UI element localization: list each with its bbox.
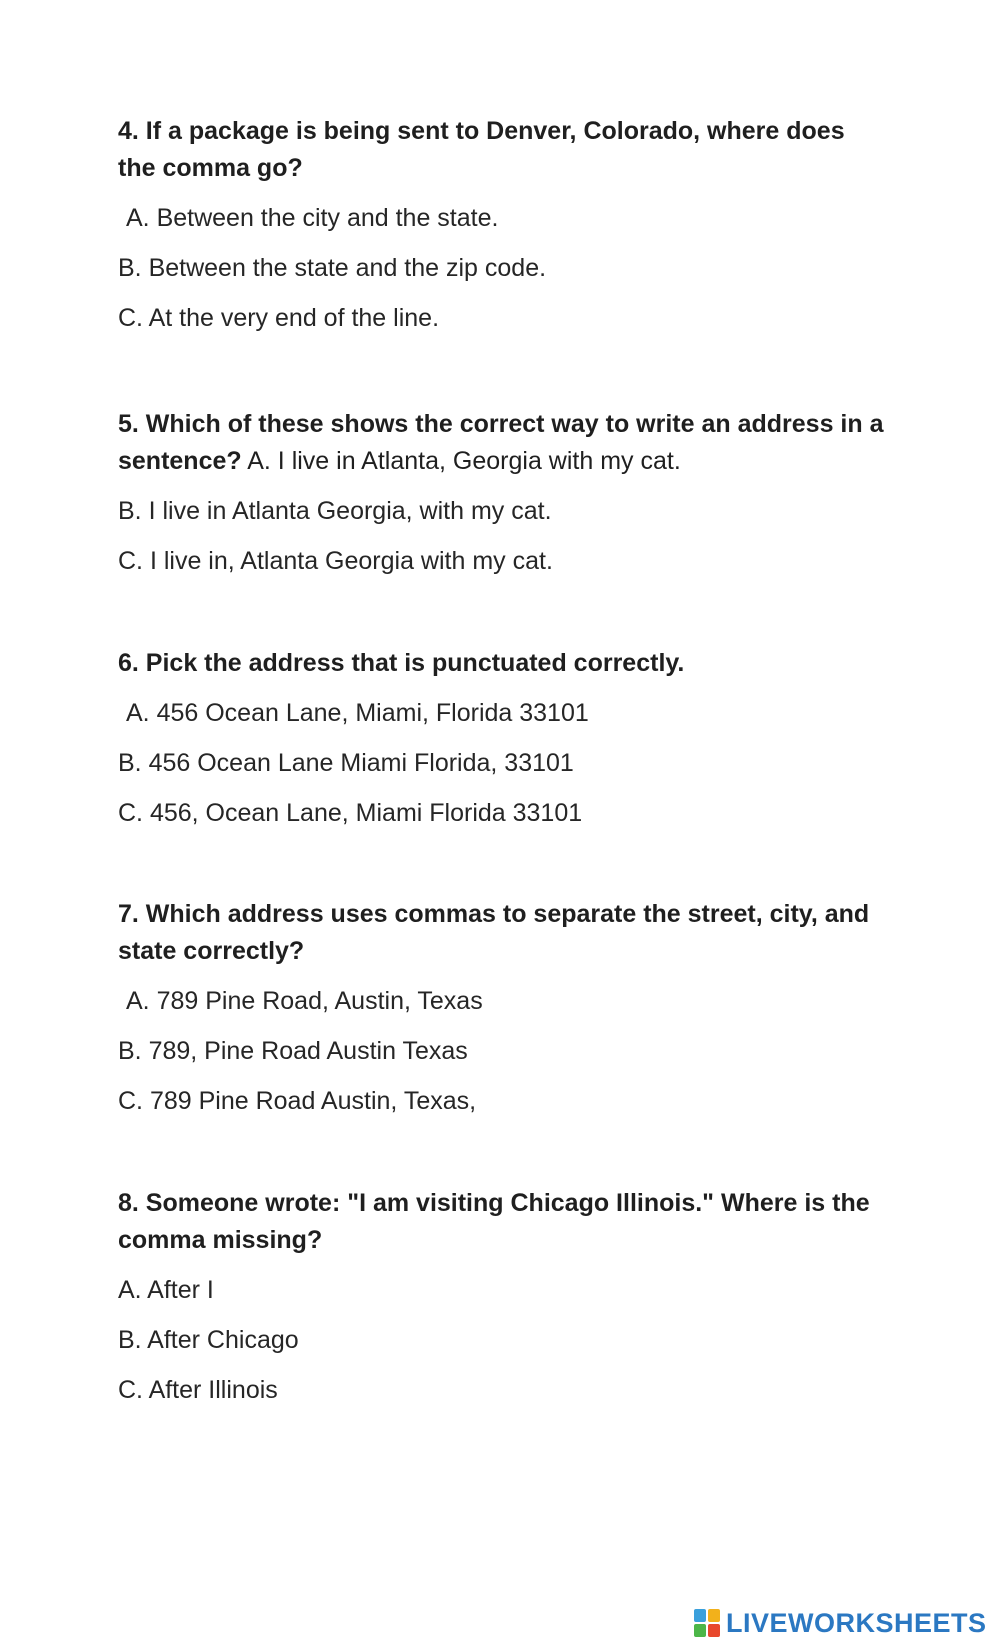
question-5-option-b: B. I live in Atlanta Georgia, with my cat. xyxy=(118,497,552,525)
liveworksheets-logo-icon xyxy=(694,1609,720,1637)
question-7-option-a: A. 789 Pine Road, Austin, Texas xyxy=(126,987,483,1015)
question-8-option-b: B. After Chicago xyxy=(118,1326,299,1354)
question-8 xyxy=(118,1185,888,1409)
question-5-text: 5. Which of these shows the correct way to write an address in a sentence? xyxy=(118,410,884,475)
question-6-option-c: C. 456, Ocean Lane, Miami Florida 33101 xyxy=(118,799,583,827)
question-5-option-a: A. I live in Atlanta, Georgia with my cat. xyxy=(241,447,681,475)
question-7-option-c: C. 789 Pine Road Austin, Texas, xyxy=(118,1087,477,1115)
liveworksheets-logo-text: LIVEWORKSHEETS xyxy=(726,1607,987,1638)
question-5-text-line xyxy=(118,406,888,480)
question-4-text: 4. If a package is being sent to Denver, Colorado, where does the comma go? xyxy=(118,117,845,182)
question-8-text: 8. Someone wrote: "I am visiting Chicago Illinois." Where is the comma missing? xyxy=(118,1189,870,1254)
question-6-text: 6. Pick the address that is punctuated correctly. xyxy=(118,649,685,677)
question-7-option-b: B. 789, Pine Road Austin Texas xyxy=(118,1037,468,1065)
question-8-option-a: A. After I xyxy=(118,1276,214,1304)
question-4-option-b: B. Between the state and the zip code. xyxy=(118,254,547,282)
question-6 xyxy=(118,645,888,832)
question-7 xyxy=(118,896,888,1120)
question-4-option-a: A. Between the city and the state. xyxy=(126,204,499,232)
liveworksheets-logo xyxy=(694,1606,987,1640)
question-4-option-c: C. At the very end of the line. xyxy=(118,304,440,332)
question-7-text: 7. Which address uses commas to separate the street, city, and state correctly? xyxy=(118,900,870,965)
question-5-option-c: C. I live in, Atlanta Georgia with my cat. xyxy=(118,547,553,575)
question-6-option-a: A. 456 Ocean Lane, Miami, Florida 33101 xyxy=(126,699,589,727)
question-5 xyxy=(118,406,888,580)
question-6-option-b: B. 456 Ocean Lane Miami Florida, 33101 xyxy=(118,749,574,777)
question-8-option-c: C. After Illinois xyxy=(118,1376,278,1404)
question-4 xyxy=(118,113,888,337)
